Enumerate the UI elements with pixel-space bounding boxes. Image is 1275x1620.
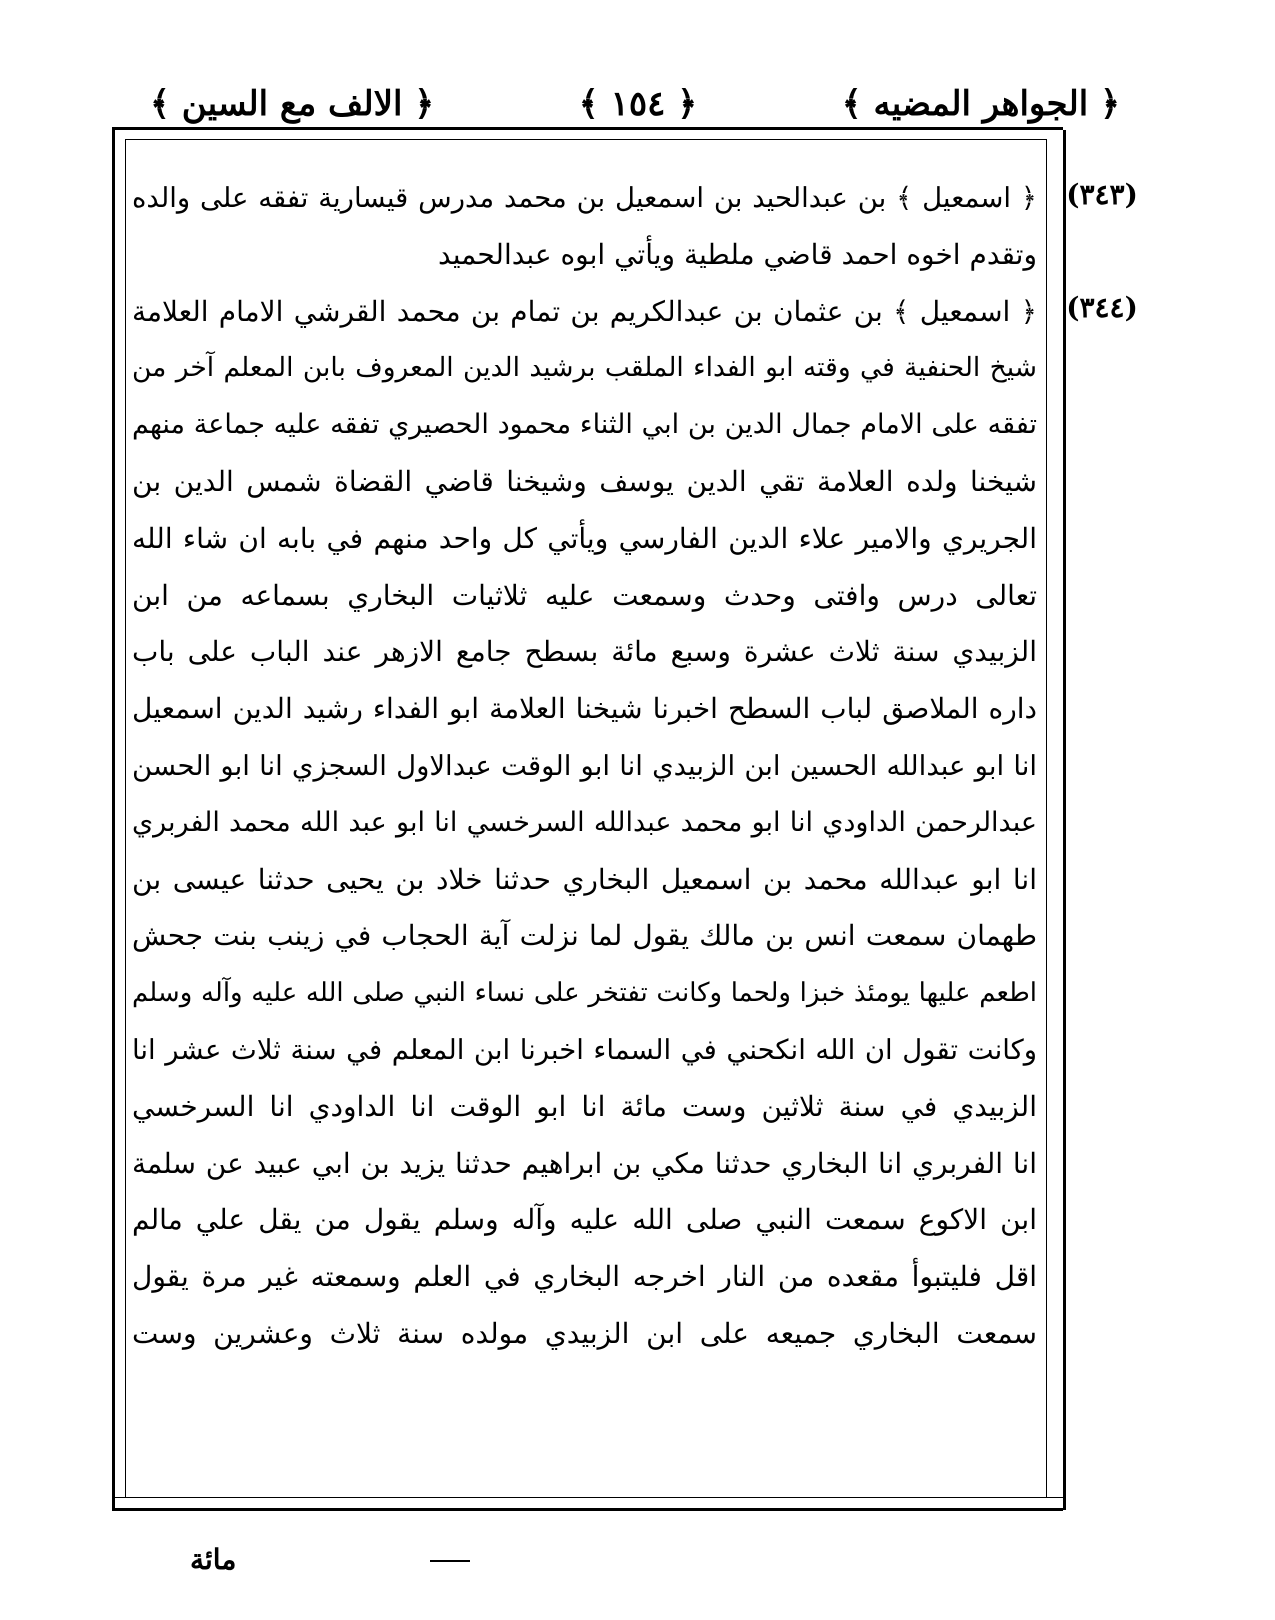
- bottom-rule-outer: [112, 1508, 1063, 1511]
- page-number: ﴿ ١٥٤ ﴾: [578, 83, 698, 124]
- text-line: ابن الاكوع سمعت النبي صلى الله عليه وآله وسلم يقول من يقل علي مالم: [132, 1203, 1037, 1237]
- text-line: شيخ الحنفية في وقته ابو الفداء الملقب برشيد الدين المعروف بابن المعلم آخر من: [132, 352, 1037, 384]
- text-line: عبدالرحمن الداودي انا ابو محمد عبدالله السرخسي انا ابو عبد الله محمد الفربري: [132, 806, 1037, 838]
- text-line: ﴿ اسمعيل ﴾ بن عبدالحيد بن اسمعيل بن محمد مدرس قيسارية تفقه على والده: [132, 182, 1037, 214]
- bottom-rule-inner: [112, 1497, 1063, 1498]
- section-title: ﴿ الالف مع السين ﴾: [150, 83, 435, 124]
- text-line: ﴿ اسمعيل ﴾ بن عثمان بن عبدالكريم بن تمام بن محمد القرشي الامام العلامة: [132, 294, 1037, 328]
- entry-number: (٣٤٤): [1066, 291, 1138, 324]
- text-line: داره الملاصق لباب السطح اخبرنا شيخنا العلامة ابو الفداء رشيد الدين اسمعيل: [132, 692, 1037, 726]
- text-line: وكانت تقول ان الله انكحني في السماء اخبرنا ابن المعلم في سنة ثلاث عشر انا: [132, 1033, 1037, 1066]
- text-line: الزبيدي في سنة ثلاثين وست مائة انا ابو الوقت انا الداودي انا السرخسي: [132, 1089, 1037, 1123]
- page-header: [150, 78, 1120, 128]
- text-line: انا ابو عبدالله الحسين ابن الزبيدي انا ابو الوقت عبدالاول السجزي انا ابو الحسن: [132, 749, 1037, 782]
- footer-dash: [430, 1560, 470, 1562]
- text-line: انا ابو عبدالله محمد بن اسمعيل البخاري حدثنا خلاد بن يحيى حدثنا عيسى بن: [132, 862, 1037, 896]
- text-line: الزبيدي سنة ثلاث عشرة وسبع مائة بسطح جامع الازهر عند الباب على باب: [132, 635, 1037, 669]
- text-line: تفقه على الامام جمال الدين بن ابي الثناء محمود الحصيري تفقه عليه جماعة منهم: [132, 409, 1037, 441]
- text-line: سمعت البخاري جميعه على ابن الزبيدي مولده سنة ثلاث وعشرين وست: [132, 1316, 1037, 1350]
- catchword: مائة: [190, 1543, 237, 1576]
- text-line: تعالى درس وافتى وحدث وسمعت عليه ثلاثيات البخاري بسماعه من ابن: [132, 578, 1037, 612]
- entry-number: (٣٤٣): [1066, 178, 1138, 211]
- main-text: [132, 170, 1037, 1363]
- text-line: اطعم عليها يومئذ خبزا ولحما وكانت تفتخر على نساء النبي صلى الله عليه وآله وسلم: [132, 978, 1037, 1009]
- text-line: الجريري والامير علاء الدين الفارسي ويأتي كل واحد منهم في بابه ان شاء الله: [132, 521, 1037, 555]
- text-line: شيخنا ولده العلامة تقي الدين يوسف وشيخنا قاضي القضاة شمس الدين بن: [132, 464, 1037, 498]
- text-line: طهمان سمعت انس بن مالك يقول لما نزلت آية الحجاب في زينب بنت جحش: [132, 919, 1037, 953]
- text-line: انا الفربري انا البخاري حدثنا مكي بن ابراهيم حدثنا يزيد بن ابي عبيد عن سلمة: [132, 1146, 1037, 1180]
- book-title: ﴿ الجواهر المضيه ﴾: [841, 83, 1120, 124]
- text-line: وتقدم اخوه احمد قاضي ملطية ويأتي ابوه عبدالحميد: [438, 237, 1037, 271]
- text-line: اقل فليتبوأ مقعده من النار اخرجه البخاري في العلم وسمعته غير مرة يقول: [132, 1260, 1037, 1294]
